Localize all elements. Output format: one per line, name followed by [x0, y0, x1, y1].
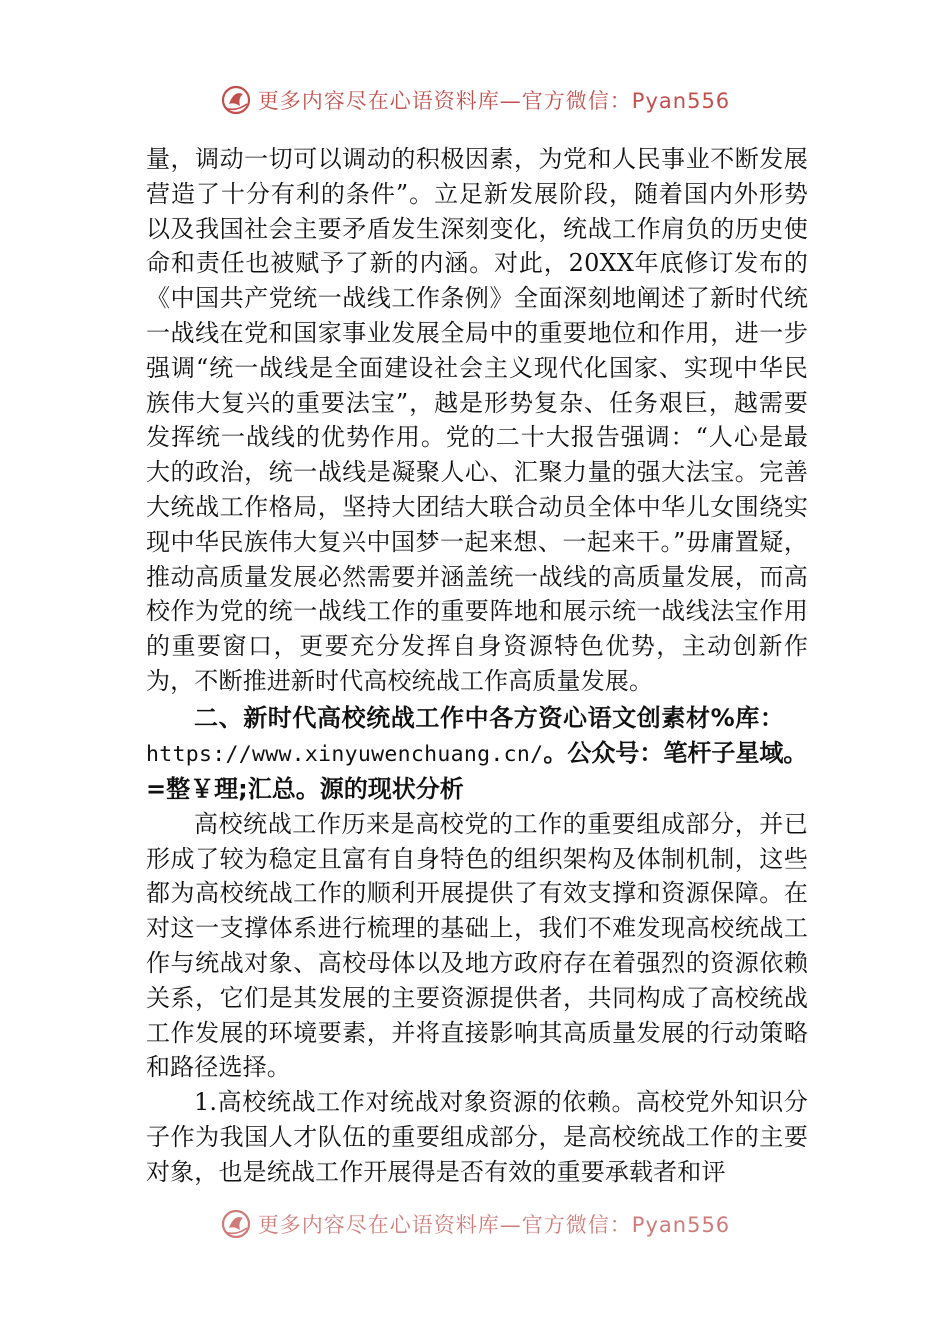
header-watermark-banner: [0, 80, 950, 120]
footer-watermark-text: 更多内容尽在心语资料库—官方微信：Pyan556: [257, 1213, 731, 1237]
section-heading-line3: =整￥理;汇总。源的现状分析: [146, 774, 464, 803]
red-swirl-logo-icon: [220, 1208, 252, 1240]
footer-watermark-banner: [0, 1204, 950, 1244]
paragraph-united-front-dependence: 1.高校统战工作对统战对象资源的依赖。高校党外知识分子作为我国人才队伍的重要组成部分，是高校统战工作的主要对象，也是统战工作开展得是否有效的重要承载者和评: [146, 1088, 808, 1186]
red-swirl-logo-icon: [220, 84, 252, 116]
header-watermark-text: 更多内容尽在心语资料库—官方微信：Pyan556: [257, 89, 731, 113]
paragraph-continuation: 量，调动一切可以调动的积极因素，为党和人民事业不断发展营造了十分有利的条件”。立足新发展阶段，随着国内外形势以及我国社会主要矛盾发生深刻变化，统战工作肩负的历史使命和责任也被赋予了新的内涵。对此，20XX年底修订发布的《中国共产党统一战线工作条例》全面深刻地阐述了新时代统一战线在党和国家事业发展全局中的重要地位和作用，进一步强调“统一战线是全面建设社会主义现代化国家、实现中华民族伟大复兴的重要法宝”，越是形势复杂、任务艰巨，越需要发挥统一战线的优势作用。党的二十大报告强调：“人心是最大的政治，统一战线是凝聚人心、汇聚力量的强大法宝。完善大统战工作格局，坚持大团结大联合动员全体中华儿女围绕实现中华民族伟大复兴中国梦一起来想、一起来干。”毋庸置疑，推动高质量发展必然需要并涵盖统一战线的高质量发展，而高校作为党的统一战线工作的重要阵地和展示统一战线法宝作用的重要窗口，更要充分发挥自身资源特色优势，主动创新作为，不断推进新时代高校统战工作高质量发展。: [146, 145, 808, 695]
document-body: [146, 142, 808, 1190]
paragraph-resource-overview: 高校统战工作历来是高校党的工作的重要组成部分，并已形成了较为稳定且富有自身特色的组织架构及体制机制，这些都为高校统战工作的顺利开展提供了有效支撑和资源保障。在对这一支撑体系进行梳理的基础上，我们不难发现高校统战工作与统战对象、高校母体以及地方政府存在着强烈的资源依赖关系，它们是其发展的主要资源提供者，共同构成了高校统战工作发展的环境要素，并将直接影响其高质量发展的行动策略和路径选择。: [146, 809, 808, 1082]
section-heading-line1: 二、新时代高校统战工作中各方资心语文创素材%库：: [194, 703, 785, 732]
section-heading: [146, 701, 808, 807]
section-heading-line2: 。公众号：笔杆子星域。: [543, 738, 808, 767]
heading-url-link[interactable]: https://www.xinyuwenchuang.cn/: [146, 741, 544, 767]
